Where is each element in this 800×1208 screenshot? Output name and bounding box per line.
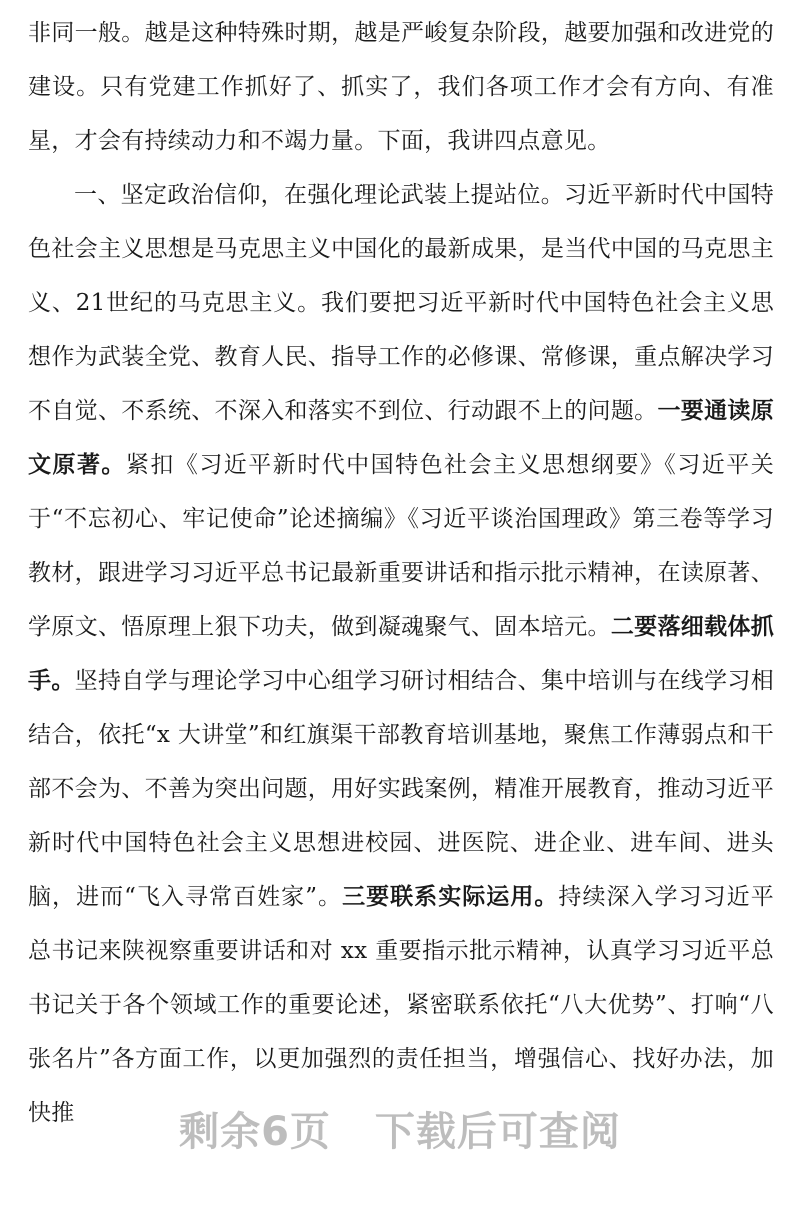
point-title: 二要落细载体抓手。 <box>28 614 775 694</box>
download-prompt-banner[interactable] <box>0 1100 800 1160</box>
paragraph-continuation <box>28 6 774 168</box>
remaining-pages-label: 剩余6页 <box>179 1109 331 1155</box>
paragraph-text: 一、坚定政治信仰，在强化理论武装上提站位。习近平新时代中国特色社会主义思想是马克思主义中国化的最新成果，是当代中国的马克思主义、21世纪的马克思主义。我们要把习近平新时代中国特色社会主义思想作为武装全党、教育人民、指导工作的必修课、常修课，重点解决学习不自觉、不系统、不深入和落实不到位、行动跟不上的问题。 <box>28 182 774 424</box>
point-text: 紧扣《习近平新时代中国特色社会主义思想纲要》《习近平关于“不忘初心、牢记使命”论述摘编》《习近平谈治国理政》第三卷等学习教材，跟进学习习近平总书记最新重要讲话和指示批示精神，在读原著、学原文、悟原理上狠下功夫，做到凝魂聚气、固本培元。 <box>28 452 775 640</box>
paragraph-section-one <box>28 168 774 1140</box>
document-body <box>28 6 774 1140</box>
point-text: 持续深入学习习近平总书记来陕视察重要讲话和对 xx 重要指示批示精神，认真学习习近平总书记关于各个领域工作的重要论述，紧密联系依托“八大优势”、打响“八张名片”各方面工作，以更加强烈的责任担当，增强信心、找好办法，加快推 <box>28 884 775 1126</box>
point-title: 三要联系实际运用。 <box>342 884 559 910</box>
point-title: 一要通读原文原著。 <box>28 398 775 478</box>
download-to-view-label: 下载后可查阅 <box>374 1109 621 1155</box>
point-text: 坚持自学与理论学习中心组学习研讨相结合、集中培训与在线学习相结合，依托“x 大讲堂”和红旗渠干部教育培训基地，聚焦工作薄弱点和干部不会为、不善为突出问题，用好实践案例，精准开展教育，推动习近平新时代中国特色社会主义思想进校园、进医院、进企业、进车间、进头脑，进而“飞入寻常百姓家”。 <box>28 668 775 910</box>
paragraph-text: 非同一般。越是这种特殊时期，越是严峻复杂阶段，越要加强和改进党的建设。只有党建工作抓好了、抓实了，我们各项工作才会有方向、有准星，才会有持续动力和不竭力量。下面，我讲四点意见。 <box>28 20 774 154</box>
